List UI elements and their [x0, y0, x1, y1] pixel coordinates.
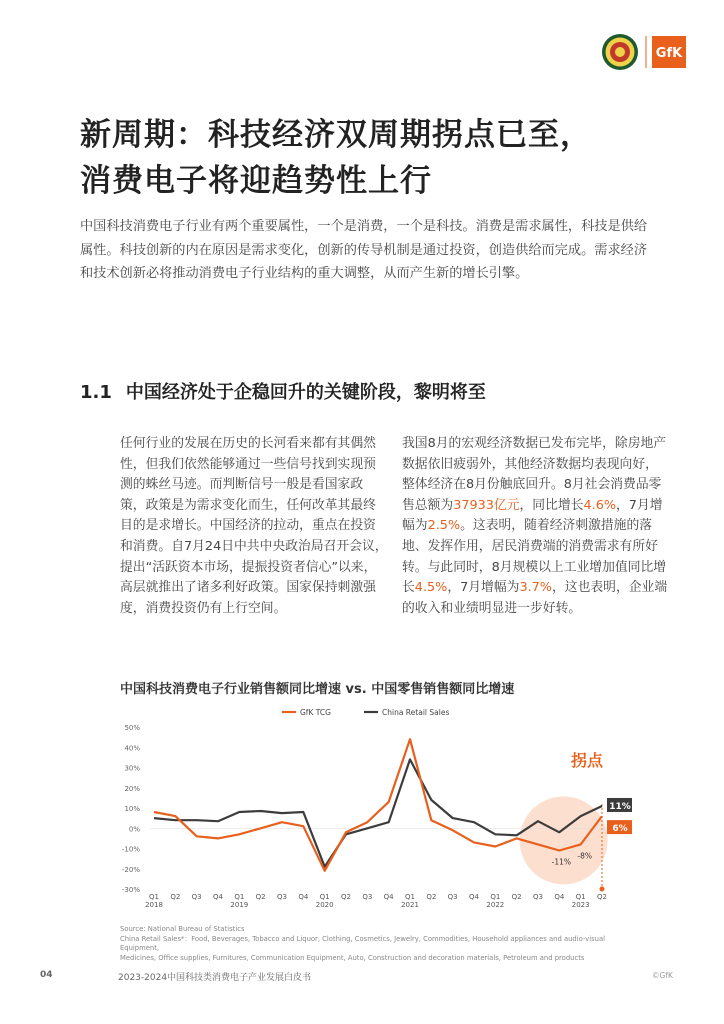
- line-chart: [112, 700, 632, 918]
- x-tick-label: Q1: [575, 893, 586, 901]
- chart-container: [112, 700, 632, 918]
- y-tick-label: 30%: [124, 764, 140, 773]
- right-text: 。这表明，随着经济刺激措施的落地、发挥作用，居民消费端的消费需求有所好转。与此同时，8月规模以上工业增加值同比增长: [402, 518, 667, 596]
- body-column-right: [402, 434, 670, 619]
- x-tick-label: Q4: [554, 893, 565, 901]
- legend-label: GfK TCG: [300, 708, 331, 717]
- x-year-label: 2019: [230, 901, 249, 909]
- tcg-low-label: -8%: [577, 851, 592, 861]
- x-tick-label: Q3: [277, 893, 287, 901]
- turning-point-dot: [600, 887, 605, 892]
- section-number: 1.1: [80, 382, 112, 403]
- y-tick-label: 20%: [124, 784, 140, 793]
- intro-paragraph: 中国科技消费电子行业有两个重要属性，一个是消费，一个是科技。消费是需求属性，科技是供给属性。科技创新的内在原因是需求变化，创新的传导机制是通过投资，创造供给而完成。需求经济和技术创新必将推动消费电子行业结构的重大调整，从而产生新的增长引擎。: [80, 219, 648, 281]
- partner-seal-icon: [596, 30, 696, 74]
- footer-copyright: ©GfK: [652, 971, 673, 980]
- x-tick-label: Q2: [255, 893, 266, 901]
- y-tick-label: 50%: [124, 724, 140, 732]
- x-tick-label: Q4: [213, 893, 223, 901]
- right-para1: 我国8月的宏观经济数据已发布完毕，除房地产数据依旧疲弱外，其他经济数据均表现向好，整体经济在8月份触底回升。: [402, 436, 667, 493]
- x-tick-label: Q1: [490, 893, 501, 901]
- stat-value: 2.5%: [427, 518, 461, 534]
- section-heading: [80, 378, 486, 404]
- footer-title: 2023-2024中国科技类消费电子产业发展白皮书: [118, 973, 312, 983]
- x-tick-label: Q3: [447, 893, 458, 901]
- x-tick-label: Q2: [597, 893, 607, 901]
- chart-source: [120, 925, 640, 963]
- y-tick-label: -10%: [121, 845, 140, 854]
- x-year-label: 2023: [571, 901, 590, 909]
- turning-point-label: 拐点: [571, 751, 604, 770]
- x-tick-label: Q4: [469, 893, 479, 901]
- header-logos: [596, 30, 696, 74]
- x-tick-label: Q2: [170, 893, 181, 901]
- stat-value: 4.6%: [583, 497, 616, 513]
- x-tick-label: Q1: [405, 893, 415, 901]
- legend-label: China Retail Sales: [382, 708, 450, 717]
- chart-title: 中国科技消费电子行业销售额同比增速 vs. 中国零售销售额同比增速: [120, 682, 515, 697]
- x-tick-label: Q2: [511, 893, 522, 901]
- page-title-line1: 新周期：科技经济双周期拐点已至，: [80, 117, 592, 153]
- right-text: 8月社会消费品零售总额为: [402, 477, 662, 513]
- right-text: ，7月增幅为: [402, 497, 663, 534]
- y-tick-label: 40%: [124, 744, 140, 753]
- x-year-label: 2020: [315, 901, 334, 909]
- stat-value: 4.5%: [414, 580, 448, 596]
- x-tick-label: Q3: [191, 893, 202, 901]
- x-tick-label: Q3: [533, 893, 543, 901]
- right-text: ，这也表明，企业端的收入和业绩明显进一步好转。: [402, 580, 668, 616]
- tcg-end-label: 6%: [612, 824, 628, 835]
- x-tick-label: Q1: [319, 893, 330, 901]
- right-text: ，同比增长: [519, 497, 584, 513]
- stat-value: 3.7%: [519, 580, 552, 596]
- x-year-label: 2022: [486, 901, 505, 909]
- x-tick-label: Q2: [341, 893, 351, 901]
- x-year-label: 2021: [401, 901, 419, 909]
- tcg-low-label: -11%: [551, 857, 572, 867]
- source-line: Source: National Bureau of Statistics: [120, 925, 245, 933]
- source-line: Medicines, Office supplies, Furnitures, Communication Equipment, Auto, Construction and decoration materials, Petroleum and products: [120, 953, 585, 962]
- body-column-left: 任何行业的发展在历史的长河看来都有其偶然性，但我们依然能够通过一些信号找到实现预测的蛛丝马迹。而判断信号一般是看国家政策，政策是为需求变化而生，任何改革其最终目的是求增长。中国经济的拉动，重点在投资和消费。自7月24日中共中央政治局召开会议，提出“活跃资本市场，提振投资者信心”以来，高层就推出了诸多利好政策。国家保持刺激强度，消费投资仍有上行空间。: [120, 436, 388, 616]
- y-tick-label: -30%: [121, 886, 140, 894]
- retail-end-label: 11%: [609, 801, 631, 812]
- y-tick-label: -20%: [121, 865, 140, 874]
- page-title: [80, 112, 680, 204]
- x-tick-label: Q3: [362, 893, 373, 901]
- x-tick-label: Q1: [149, 893, 159, 901]
- x-tick-label: Q1: [234, 893, 245, 901]
- stat-value: 37933亿元: [453, 497, 520, 513]
- page-number: 04: [40, 970, 53, 980]
- source-line: China Retail Sales*：Food, Beverages, Tobacco and Liquor, Clothing, Cosmetics, Jewelry, Commodities, Household appliances and audio-visual Equipment,: [120, 934, 606, 952]
- right-text: ，7月增幅为: [447, 580, 520, 596]
- x-tick-label: Q4: [298, 893, 309, 901]
- x-tick-label: Q2: [426, 893, 437, 901]
- section-title: 中国经济处于企稳回升的关键阶段，黎明将至: [125, 382, 486, 403]
- y-tick-label: 10%: [124, 805, 140, 813]
- page-title-line2: 消费电子将迎趋势性上行: [80, 163, 432, 199]
- gfk-logo: GfK: [655, 46, 683, 61]
- x-tick-label: Q4: [383, 893, 394, 901]
- y-tick-label: 0%: [128, 825, 140, 834]
- x-year-label: 2018: [145, 901, 163, 909]
